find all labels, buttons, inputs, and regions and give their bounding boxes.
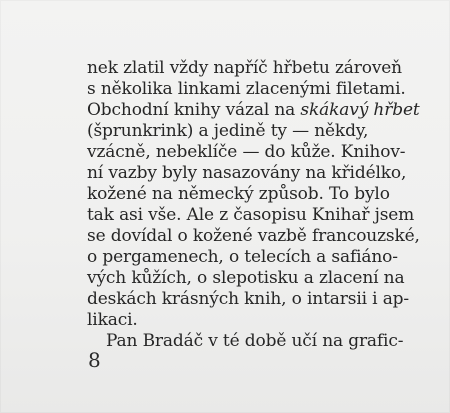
text-line-1	[87, 58, 402, 79]
line-7-text: kožené na německý způsob. To bylo	[87, 184, 390, 204]
line-3-italic-text: skákavý hřbet	[300, 100, 420, 120]
line-1-text: nek zlatil vždy napříč hřbetu zároveň	[87, 58, 402, 78]
text-line-7	[87, 184, 390, 205]
text-line-11	[87, 268, 405, 289]
text-line-9	[87, 226, 420, 247]
text-line-12	[87, 289, 410, 310]
text-line-4	[87, 121, 379, 142]
text-line-2	[87, 79, 406, 100]
page-number: 8	[88, 348, 101, 372]
text-line-10	[87, 247, 398, 268]
text-line-3	[87, 100, 420, 121]
text-line-14	[87, 331, 404, 352]
text-line-5	[87, 142, 406, 163]
line-2-text: s několika linkami zlacenými filetami.	[87, 79, 406, 99]
line-9-text: se dovídal o kožené vazbě francouzské,	[87, 226, 420, 246]
line-5-text: vzácně, nebeklíče — do kůže. Knihov-	[87, 142, 406, 162]
line-4-text: (šprunkrink) a jedině ty — někdy,	[87, 121, 369, 141]
line-13-text: likaci.	[87, 310, 138, 330]
text-line-8	[87, 205, 415, 226]
line-8-text: tak asi vše. Ale z časopisu Knihař jsem	[87, 205, 415, 225]
line-11-text: vých kůžích, o slepotisku a zlacení na	[87, 268, 405, 288]
line-3-text: Obchodní knihy vázal na	[87, 100, 296, 120]
line-10-text: o pergamenech, o telecích a safiáno-	[87, 247, 398, 267]
body-text	[87, 58, 420, 352]
line-14-text: Pan Bradáč v té době učí na grafic-	[106, 331, 404, 351]
text-line-13	[87, 310, 379, 331]
text-line-6	[87, 163, 407, 184]
line-6-text: ní vazby byly nasazovány na křidélko,	[87, 163, 407, 183]
line-12-text: deskách krásných knih, o intarsii i ap-	[87, 289, 410, 309]
